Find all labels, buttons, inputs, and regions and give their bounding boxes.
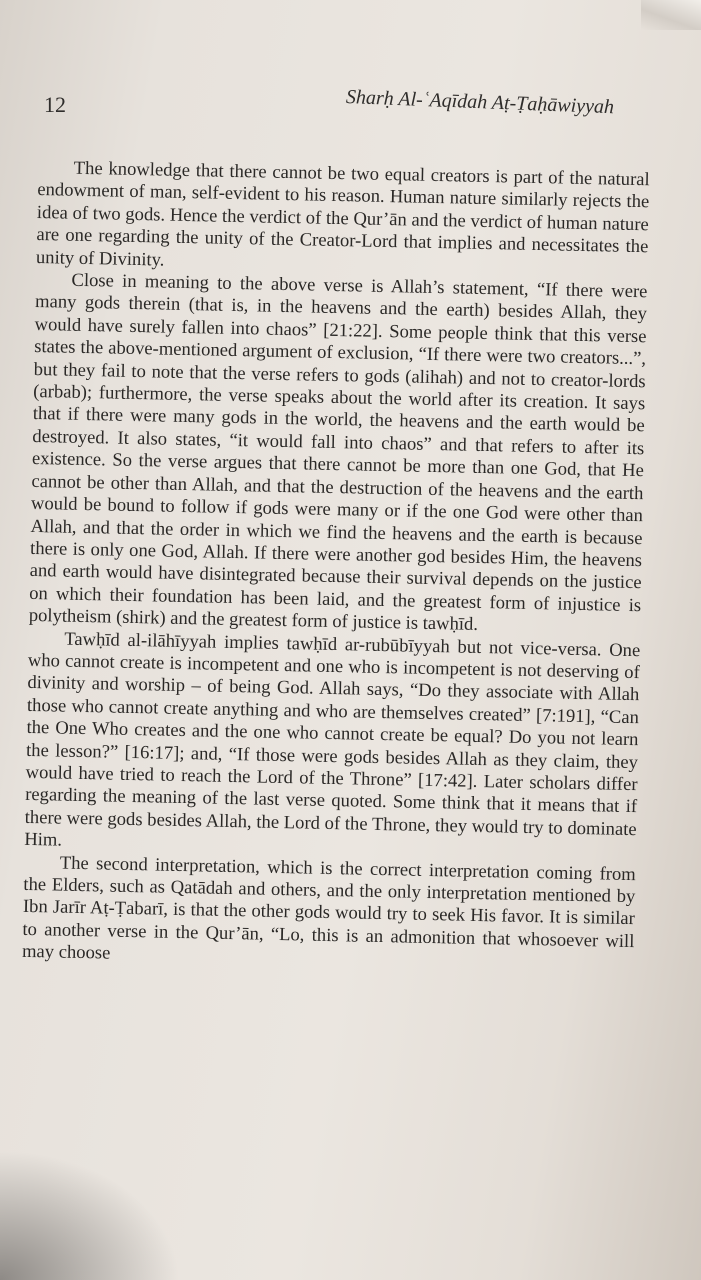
running-head: Sharḥ Al-ʿAqīdah Aṭ-Ṭaḥāwiyyah: [345, 86, 615, 119]
page-number: 12: [44, 92, 66, 117]
paragraph: The second interpretation, which is the correct interpretation coming from the Elders, such as Qatādah and others, and the only interpretation mentioned by Ibn Jarīr Aṭ-Ṭabarī, is that the other gods would try to seek His favor. It is similar to another verse in the Qur’ān, “Lo, this is an admonition that whosoever will may choose: [21, 852, 636, 964]
page-corner-curl: [641, 0, 701, 30]
body-text: [22, 157, 650, 976]
paragraph: The knowledge that there cannot be two equal creators is part of the natural endowment of man, self-evident to his reason. Human nature similarly rejects the idea of two gods. Hence the verdict of the Qur’ān and the verdict of human nature are one regarding the unity of the Creator-Lord that implies and necessitates the unity of Divinity.: [35, 157, 650, 271]
page-shadow: [0, 1150, 180, 1280]
paragraph: Close in meaning to the above verse is Allah’s statement, “If there were many gods therein (that is, in the heavens and the earth) besides Allah, they would have surely fallen into chaos” [21:22]. Some people think that this verse states the above-mentioned argument of exclusion, “If there were two creators...”, but they fail to note that the verse refers to gods (alihah) and not to creator-lords (arbab); furthermore, the verse speaks about the world after its creation. It says that if there were many gods in the world, the heavens and the earth would be destroyed. It also states, “it would fall into chaos” and that refers to after its existence. So the verse argues that there cannot be more than one God, that He cannot be other than Allah, and that the destruction of the heavens and the earth would be bound to follow if gods were many or if the one God were other than Allah, and that the order in which we find the heavens and the earth is because there is only one God, Allah. If there were another god besides Him, the heavens and earth would have disintegrated because their survival depends on the justice on which their foundation has been laid, and the greatest form of injustice is polytheism (shirk) and the greatest form of justice is tawḥīd.: [28, 269, 648, 636]
paragraph: Tawḥīd al-ilāhīyyah implies tawḥīd ar-rubūbīyyah but not vice-versa. One who cannot create is incompetent and one who is incompetent is not deserving of divinity and worship – of being God. Allah says, “Do they associate with Allah those who cannot create anything and who are themselves created” [7:191], “Can the One Who creates and the one who cannot create be equal? Do you not learn the lesson?” [16:17]; and, “If those were gods besides Allah as they claim, they would have tried to reach the Lord of the Throne” [17:42]. Later scholars differ regarding the meaning of the last verse quoted. Some think that it means that if there were gods besides Allah, the Lord of the Throne, they would try to dominate Him.: [24, 628, 641, 851]
